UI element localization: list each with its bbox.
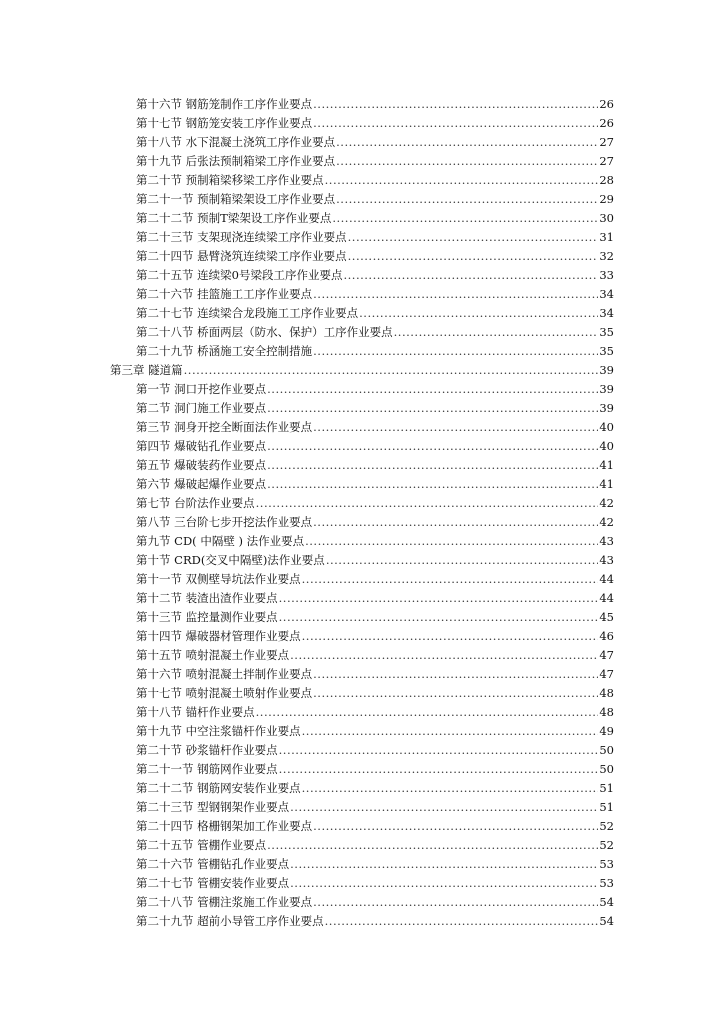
toc-page-number: 39: [599, 382, 614, 396]
dot-leader: [290, 855, 598, 874]
toc-entry-title: 第二十一节 预制箱梁架设工序作业要点: [136, 192, 336, 206]
toc-page-number: 33: [599, 268, 614, 282]
toc-entry-title: 第十三节 监控量测作业要点: [136, 610, 278, 624]
toc-page-number: 34: [599, 306, 614, 320]
dot-leader: [184, 361, 599, 380]
toc-entry-title: 第一节 洞口开挖作业要点: [136, 382, 267, 396]
toc-entry-title: 第十七节 钢筋笼安装工序作业要点: [136, 116, 313, 130]
toc-entry-title: 第二十五节 连续梁0号梁段工序作业要点: [136, 268, 343, 282]
toc-section-entry: [0, 684, 724, 703]
toc-section-entry: [0, 285, 724, 304]
toc-section-entry: [0, 741, 724, 760]
dot-leader: [279, 608, 599, 627]
toc-entry-title: 第二十三节 型钢钢架作业要点: [136, 800, 290, 814]
toc-section-entry: [0, 646, 724, 665]
toc-entry-title: 第七节 台阶法作业要点: [136, 496, 255, 510]
toc-entry-title: 第十四节 爆破器材管理作业要点: [136, 629, 301, 643]
toc-entry-title: 第二十三节 支架现浇连续梁工序作业要点: [136, 230, 347, 244]
toc-entry-title: 第十五节 喷射混凝土作业要点: [136, 648, 290, 662]
toc-entry-title: 第十六节 钢筋笼制作工序作业要点: [136, 97, 313, 111]
toc-section-entry: [0, 114, 724, 133]
toc-section-entry: [0, 570, 724, 589]
dot-leader: [313, 684, 598, 703]
toc-entry-title: 第十二节 装渣出渣作业要点: [136, 591, 278, 605]
toc-page-number: 41: [599, 458, 614, 472]
dot-leader: [313, 95, 598, 114]
toc-page-number: 30: [599, 211, 614, 225]
toc-section-entry: [0, 855, 724, 874]
toc-page-number: 48: [599, 705, 614, 719]
dot-leader: [279, 760, 599, 779]
toc-section-entry: [0, 209, 724, 228]
dot-leader: [267, 836, 598, 855]
toc-page-number: 27: [599, 135, 614, 149]
toc-page-number: 31: [599, 230, 614, 244]
dot-leader: [313, 114, 598, 133]
toc-section-entry: [0, 722, 724, 741]
toc-entry-title: 第十六节 喷射混凝土拌制作业要点: [136, 667, 313, 681]
toc-entry-title: 第二十一节 钢筋网作业要点: [136, 762, 278, 776]
toc-section-entry: [0, 703, 724, 722]
dot-leader: [267, 380, 598, 399]
toc-chapter-entry: [0, 361, 724, 380]
dot-leader: [279, 741, 599, 760]
toc-page-number: 27: [599, 154, 614, 168]
toc-page-number: 46: [599, 629, 614, 643]
toc-entry-title: 第二十六节 管棚钻孔作业要点: [136, 857, 290, 871]
toc-section-entry: [0, 380, 724, 399]
toc-page-number: 52: [599, 819, 614, 833]
toc-section-entry: [0, 95, 724, 114]
toc-page-number: 39: [599, 401, 614, 415]
toc-section-entry: [0, 418, 724, 437]
toc-entry-title: 第十节 CRD(交叉中隔壁)法作业要点: [136, 553, 325, 567]
dot-leader: [336, 152, 598, 171]
toc-section-entry: [0, 608, 724, 627]
toc-section-entry: [0, 513, 724, 532]
dot-leader: [302, 627, 599, 646]
dot-leader: [313, 285, 598, 304]
toc-entry-title: 第二十节 砂浆锚杆作业要点: [136, 743, 278, 757]
dot-leader: [302, 722, 599, 741]
dot-leader: [394, 323, 599, 342]
toc-section-entry: [0, 779, 724, 798]
dot-leader: [348, 247, 599, 266]
dot-leader: [348, 228, 599, 247]
toc-page-number: 44: [599, 572, 614, 586]
toc-section-entry: [0, 551, 724, 570]
toc-page-number: 44: [599, 591, 614, 605]
toc-page-number: 43: [599, 534, 614, 548]
dot-leader: [313, 418, 598, 437]
dot-leader: [313, 817, 598, 836]
toc-page-number: 42: [599, 496, 614, 510]
toc-section-entry: [0, 760, 724, 779]
toc-entry-title: 第二十六节 挂篮施工工序作业要点: [136, 287, 313, 301]
toc-section-entry: [0, 874, 724, 893]
toc-page-number: 26: [599, 116, 614, 130]
toc-entry-title: 第二十五节 管棚作业要点: [136, 838, 267, 852]
toc-page-number: 47: [599, 667, 614, 681]
toc-page-number: 34: [599, 287, 614, 301]
toc-section-entry: [0, 228, 724, 247]
toc-section-entry: [0, 798, 724, 817]
toc-entry-title: 第二十九节 超前小导管工序作业要点: [136, 914, 324, 928]
toc-entry-title: 第十九节 中空注浆锚杆作业要点: [136, 724, 301, 738]
toc-section-entry: [0, 817, 724, 836]
toc-page-number: 35: [599, 344, 614, 358]
dot-leader: [267, 437, 598, 456]
dot-leader: [332, 209, 598, 228]
dot-leader: [336, 133, 598, 152]
toc-section-entry: [0, 437, 724, 456]
dot-leader: [290, 874, 598, 893]
toc-page-number: 39: [599, 363, 614, 377]
toc-section-entry: [0, 266, 724, 285]
dot-leader: [336, 190, 598, 209]
toc-section-entry: [0, 342, 724, 361]
toc-page-number: 35: [599, 325, 614, 339]
toc-section-entry: [0, 912, 724, 931]
toc-entry-title: 第二十七节 管棚安装作业要点: [136, 876, 290, 890]
toc-page-number: 29: [599, 192, 614, 206]
toc-entry-title: 第二十二节 预制T梁架设工序作业要点: [136, 211, 332, 225]
toc-section-entry: [0, 133, 724, 152]
dot-leader: [267, 456, 598, 475]
dot-leader: [359, 304, 598, 323]
dot-leader: [313, 665, 598, 684]
toc-entry-title: 第五节 爆破装药作业要点: [136, 458, 267, 472]
toc-page-number: 53: [599, 876, 614, 890]
toc-page-number: 51: [599, 800, 614, 814]
toc-page-number: 41: [599, 477, 614, 491]
dot-leader: [313, 342, 598, 361]
toc-section-entry: [0, 494, 724, 513]
toc-page-number: 42: [599, 515, 614, 529]
toc-page-number: 45: [599, 610, 614, 624]
toc-page-number: 32: [599, 249, 614, 263]
toc-section-entry: [0, 532, 724, 551]
toc-page-number: 49: [599, 724, 614, 738]
toc-entry-title: 第九节 CD( 中隔壁 ) 法作业要点: [136, 534, 305, 548]
dot-leader: [313, 893, 598, 912]
toc-page-number: 50: [599, 743, 614, 757]
toc-entry-title: 第二十九节 桥涵施工安全控制措施: [136, 344, 313, 358]
toc-page-number: 53: [599, 857, 614, 871]
dot-leader: [325, 171, 599, 190]
toc-entry-title: 第十八节 水下混凝土浇筑工序作业要点: [136, 135, 336, 149]
toc-page-number: 47: [599, 648, 614, 662]
dot-leader: [267, 475, 598, 494]
dot-leader: [302, 570, 599, 589]
toc-entry-title: 第二节 洞门施工作业要点: [136, 401, 267, 415]
toc-section-entry: [0, 152, 724, 171]
dot-leader: [290, 798, 598, 817]
dot-leader: [256, 703, 599, 722]
toc-section-entry: [0, 836, 724, 855]
toc-entry-title: 第二十四节 悬臂浇筑连续梁工序作业要点: [136, 249, 347, 263]
toc-page-number: 50: [599, 762, 614, 776]
dot-leader: [290, 646, 598, 665]
toc-page-number: 40: [599, 420, 614, 434]
toc-entry-title: 第四节 爆破钻孔作业要点: [136, 439, 267, 453]
toc-section-entry: [0, 247, 724, 266]
toc-entry-title: 第二十七节 连续梁合龙段施工工序作业要点: [136, 306, 359, 320]
toc-entry-title: 第二十四节 格栅钢架加工作业要点: [136, 819, 313, 833]
dot-leader: [325, 912, 599, 931]
toc-entry-title: 第三节 洞身开挖全断面法作业要点: [136, 420, 313, 434]
toc-page-number: 52: [599, 838, 614, 852]
toc-section-entry: [0, 304, 724, 323]
toc-section-entry: [0, 171, 724, 190]
toc-entry-title: 第六节 爆破起爆作业要点: [136, 477, 267, 491]
toc-entry-title: 第二十二节 钢筋网安装作业要点: [136, 781, 301, 795]
toc-section-entry: [0, 456, 724, 475]
dot-leader: [267, 399, 598, 418]
dot-leader: [326, 551, 599, 570]
toc-section-entry: [0, 893, 724, 912]
dot-leader: [343, 266, 598, 285]
dot-leader: [256, 494, 599, 513]
toc-entry-title: 第二十八节 桥面两层（防水、保护）工序作业要点: [136, 325, 393, 339]
toc-entry-title: 第三章 隧道篇: [110, 363, 183, 377]
toc-section-entry: [0, 589, 724, 608]
toc-page-number: 48: [599, 686, 614, 700]
dot-leader: [305, 532, 598, 551]
toc-section-entry: [0, 665, 724, 684]
toc-page-number: 51: [599, 781, 614, 795]
dot-leader: [302, 779, 599, 798]
dot-leader: [313, 513, 598, 532]
toc-section-entry: [0, 190, 724, 209]
toc-entry-title: 第二十八节 管棚注浆施工作业要点: [136, 895, 313, 909]
toc-section-entry: [0, 323, 724, 342]
toc-page-number: 26: [599, 97, 614, 111]
toc-entry-title: 第十七节 喷射混凝土喷射作业要点: [136, 686, 313, 700]
toc-entry-title: 第二十节 预制箱梁移梁工序作业要点: [136, 173, 324, 187]
toc-page-number: 40: [599, 439, 614, 453]
table-of-contents: [0, 95, 724, 931]
dot-leader: [279, 589, 599, 608]
toc-page-number: 54: [599, 914, 614, 928]
toc-entry-title: 第十八节 锚杆作业要点: [136, 705, 255, 719]
toc-entry-title: 第十一节 双侧壁导坑法作业要点: [136, 572, 301, 586]
toc-page-number: 43: [599, 553, 614, 567]
toc-section-entry: [0, 475, 724, 494]
toc-page-number: 28: [599, 173, 614, 187]
toc-section-entry: [0, 627, 724, 646]
toc-entry-title: 第八节 三台阶七步开挖法作业要点: [136, 515, 313, 529]
toc-page-number: 54: [599, 895, 614, 909]
toc-section-entry: [0, 399, 724, 418]
toc-entry-title: 第十九节 后张法预制箱梁工序作业要点: [136, 154, 336, 168]
